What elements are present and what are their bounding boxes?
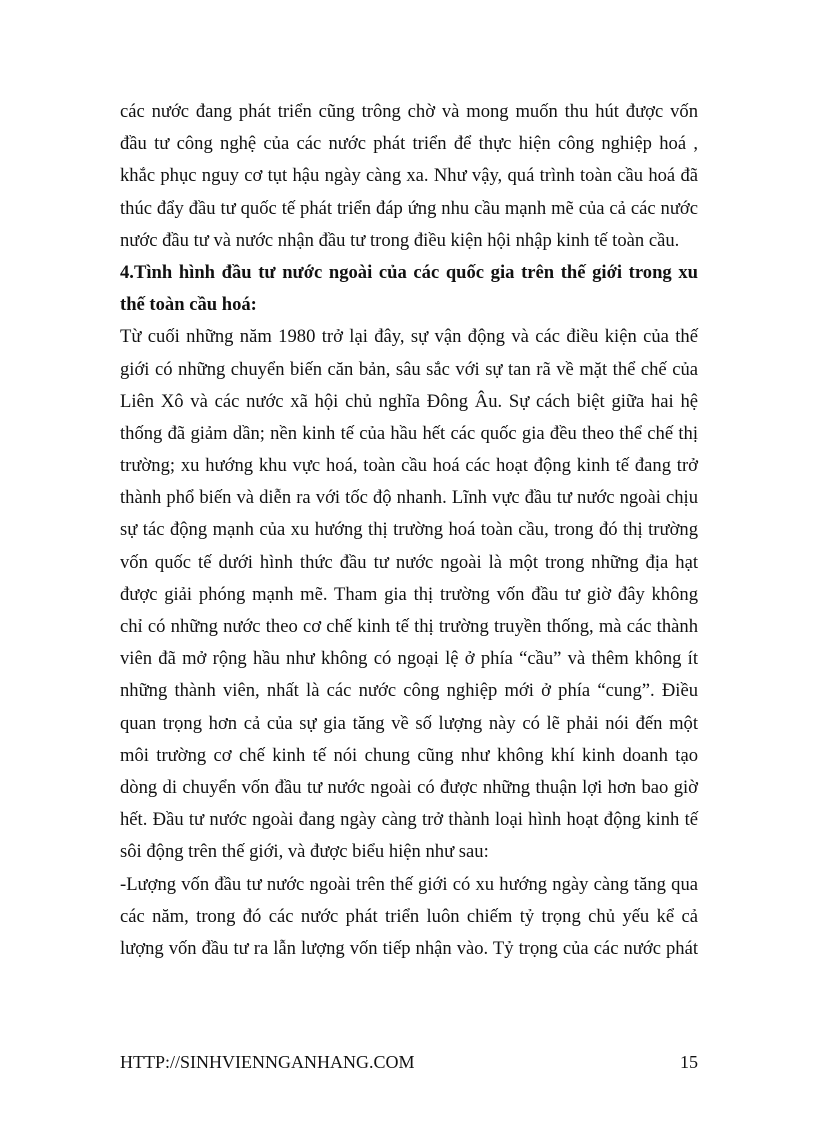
page-number: 15 — [680, 1052, 698, 1072]
text-line: quan trọng hơn cả của sự gia tăng về số lượng này có lẽ phải nói đến một — [120, 712, 698, 734]
text-line: các nước đang phát triển cũng trông chờ và mong muốn thu hút được vốn — [120, 101, 698, 122]
body-text — [120, 96, 698, 965]
text-line: môi trường cơ chế kinh tế nói chung cũng như không khí kinh doanh tạo — [120, 744, 698, 766]
text-line: giới có những chuyển biến căn bản, sâu sắc với sự tan rã về mặt thể chế của — [120, 358, 698, 380]
paragraph-2 — [120, 321, 698, 868]
text-line: thống đã giảm dần; nền kinh tế của hầu hết các quốc gia đều theo thể chế thị — [120, 422, 698, 444]
text-line: sôi động trên thế giới, và được biểu hiện như sau: — [120, 841, 489, 863]
text-line: chỉ có những nước theo cơ chế kinh tế thị trường truyền thống, mà các thành — [120, 616, 698, 637]
text-line: Từ cuối những năm 1980 trở lại đây, sự vận động và các điều kiện của thế — [120, 326, 698, 348]
text-line: những thành viên, nhất là các nước công nghiệp mới ở phía “cung”. Điều — [120, 680, 698, 702]
page-footer — [120, 1052, 698, 1073]
text-line: được giải phóng mạnh mẽ. Tham gia thị trường vốn đầu tư giờ đây không — [120, 583, 698, 605]
text-line: trường; xu hướng khu vực hoá, toàn cầu hoá các hoạt động kinh tế đang trở — [120, 455, 698, 477]
text-line: lượng vốn đầu tư ra lẫn lượng vốn tiếp nhận vào. Tỷ trọng của các nước phát — [120, 937, 698, 959]
text-line: -Lượng vốn đầu tư nước ngoài trên thế giới có xu hướng ngày càng tăng qua — [120, 873, 698, 895]
text-line: Liên Xô và các nước xã hội chủ nghĩa Đông Âu. Sự cách biệt giữa hai hệ — [120, 390, 698, 412]
heading-line: thế toàn cầu hoá: — [120, 294, 257, 316]
text-line: nước đầu tư và nước nhận đầu tư trong điều kiện hội nhập kinh tế toàn cầu. — [120, 229, 680, 251]
text-line: vốn quốc tế dưới hình thức đầu tư nước ngoài là một trong những địa hạt — [120, 551, 698, 573]
text-line: khắc phục nguy cơ tụt hậu ngày càng xa. Như vậy, quá trình toàn cầu hoá đã — [120, 165, 698, 187]
text-line: thành phổ biến và diễn ra với tốc độ nhanh. Lĩnh vực đầu tư nước ngoài chịu — [120, 487, 698, 509]
footer-site-url: HTTP://SINHVIENNGANHANG.COM — [120, 1052, 415, 1072]
text-line: hết. Đầu tư nước ngoài đang ngày càng trở thành loại hình hoạt động kinh tế — [120, 809, 698, 831]
text-line: viên đã mở rộng hầu như không có ngoại lệ ở phía “cầu” và thêm không ít — [120, 648, 698, 670]
text-line: thúc đẩy đầu tư quốc tế phát triển đáp ứng nhu cầu mạnh mẽ của cả các nước — [120, 197, 698, 219]
text-line: dòng di chuyển vốn đầu tư nước ngoài có được những thuận lợi hơn bao giờ — [120, 776, 698, 798]
paragraph-3 — [120, 869, 698, 966]
text-line: các năm, trong đó các nước phát triển luôn chiếm tỷ trọng chủ yếu kể cả — [120, 905, 698, 927]
text-line: sự tác động mạnh của xu hướng thị trường hoá toàn cầu, trong đó thị trường — [120, 519, 698, 541]
paragraph-1 — [120, 96, 698, 257]
text-line: đầu tư công nghệ của các nước phát triển để thực hiện công nghiệp hoá , — [120, 133, 698, 155]
section-heading — [120, 257, 698, 321]
heading-line: 4.Tình hình đầu tư nước ngoài của các quốc gia trên thế giới trong xu — [120, 261, 698, 283]
